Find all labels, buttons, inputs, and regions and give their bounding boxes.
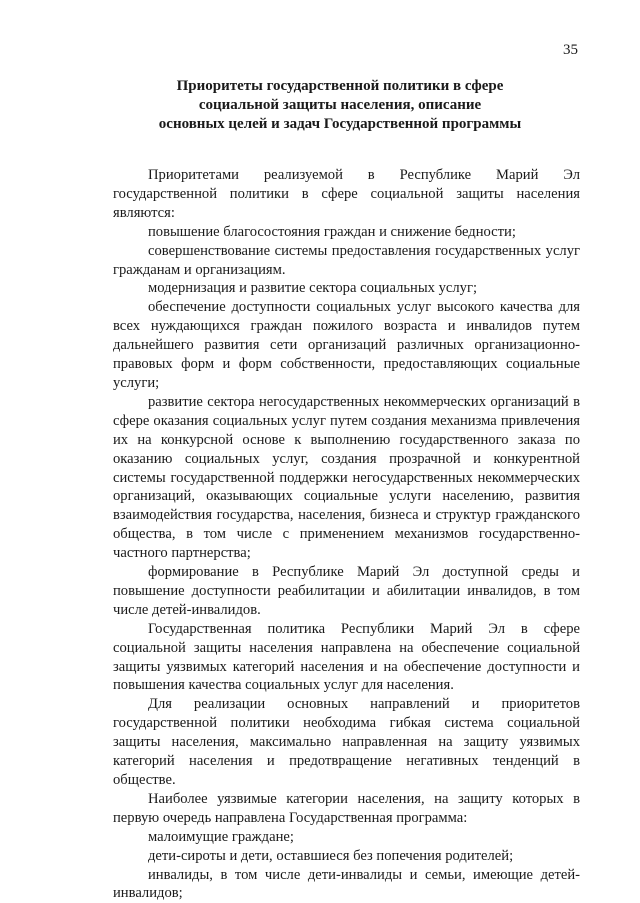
- document-body: [113, 166, 580, 903]
- heading-line-3: основных целей и задач Государственной программы: [158, 116, 522, 132]
- paragraph: модернизация и развитие сектора социальных услуг;: [148, 280, 477, 297]
- heading-line-1: Приоритеты государственной политики в сфере: [176, 78, 504, 94]
- paragraph: Наиболее уязвимые категории населения, на защиту которых в первую очередь направлена Государственная программа:: [113, 790, 580, 826]
- paragraph: инвалиды, в том числе дети-инвалиды и семьи, имеющие детей-инвалидов;: [113, 866, 580, 902]
- paragraph: совершенствование системы предоставления государственных услуг гражданам и организациям.: [113, 242, 580, 278]
- section-heading: [110, 77, 570, 134]
- heading-line-2: социальной защиты населения, описание: [198, 97, 482, 113]
- paragraph: формирование в Республике Марий Эл доступной среды и повышение доступности реабилитации и абилитации инвалидов, в том числе детей-инвалидов.: [113, 564, 580, 618]
- paragraph: Приоритетами реализуемой в Республике Марий Эл государственной политики в сфере социальной защиты населения являются:: [113, 167, 580, 221]
- paragraph: повышение благосостояния граждан и снижение бедности;: [148, 223, 516, 240]
- paragraph: обеспечение доступности социальных услуг высокого качества для всех нуждающихся граждан пожилого возраста и инвалидов путем дальнейшего развития сети организаций различных организационно-правовых форм и форм собственности, предоставляющих социальные услуги;: [113, 299, 580, 391]
- paragraph: дети-сироты и дети, оставшиеся без попечения родителей;: [148, 847, 514, 864]
- paragraph: малоимущие граждане;: [148, 828, 294, 845]
- paragraph: Государственная политика Республики Марий Эл в сфере социальной защиты населения направлена на обеспечение социальной защиты уязвимых категорий населения и на обеспечение доступности и повышения качества социальных услуг для населения.: [113, 620, 580, 694]
- paragraph: развитие сектора негосударственных некоммерческих организаций в сфере оказания социальных услуг путем создания механизма привлечения их на конкурсной основе к выполнению государственного заказа по оказанию социальных услуг, создания прозрачной и конкурентной системы государственной поддержки негосударственных некоммерческих организаций, оказывающих социальные услуги населению, развития взаимодействия государства, населения, бизнеса и структур гражданского общества, в том числе с применением механизмов государственно-частного партнерства;: [113, 393, 580, 562]
- page-number: 35: [563, 42, 578, 58]
- paragraph: Для реализации основных направлений и приоритетов государственной политики необходима гибкая система социальной защиты населения, максимально направленная на защиту уязвимых категорий населения и предотвращение негативных тенденций в обществе.: [113, 696, 580, 788]
